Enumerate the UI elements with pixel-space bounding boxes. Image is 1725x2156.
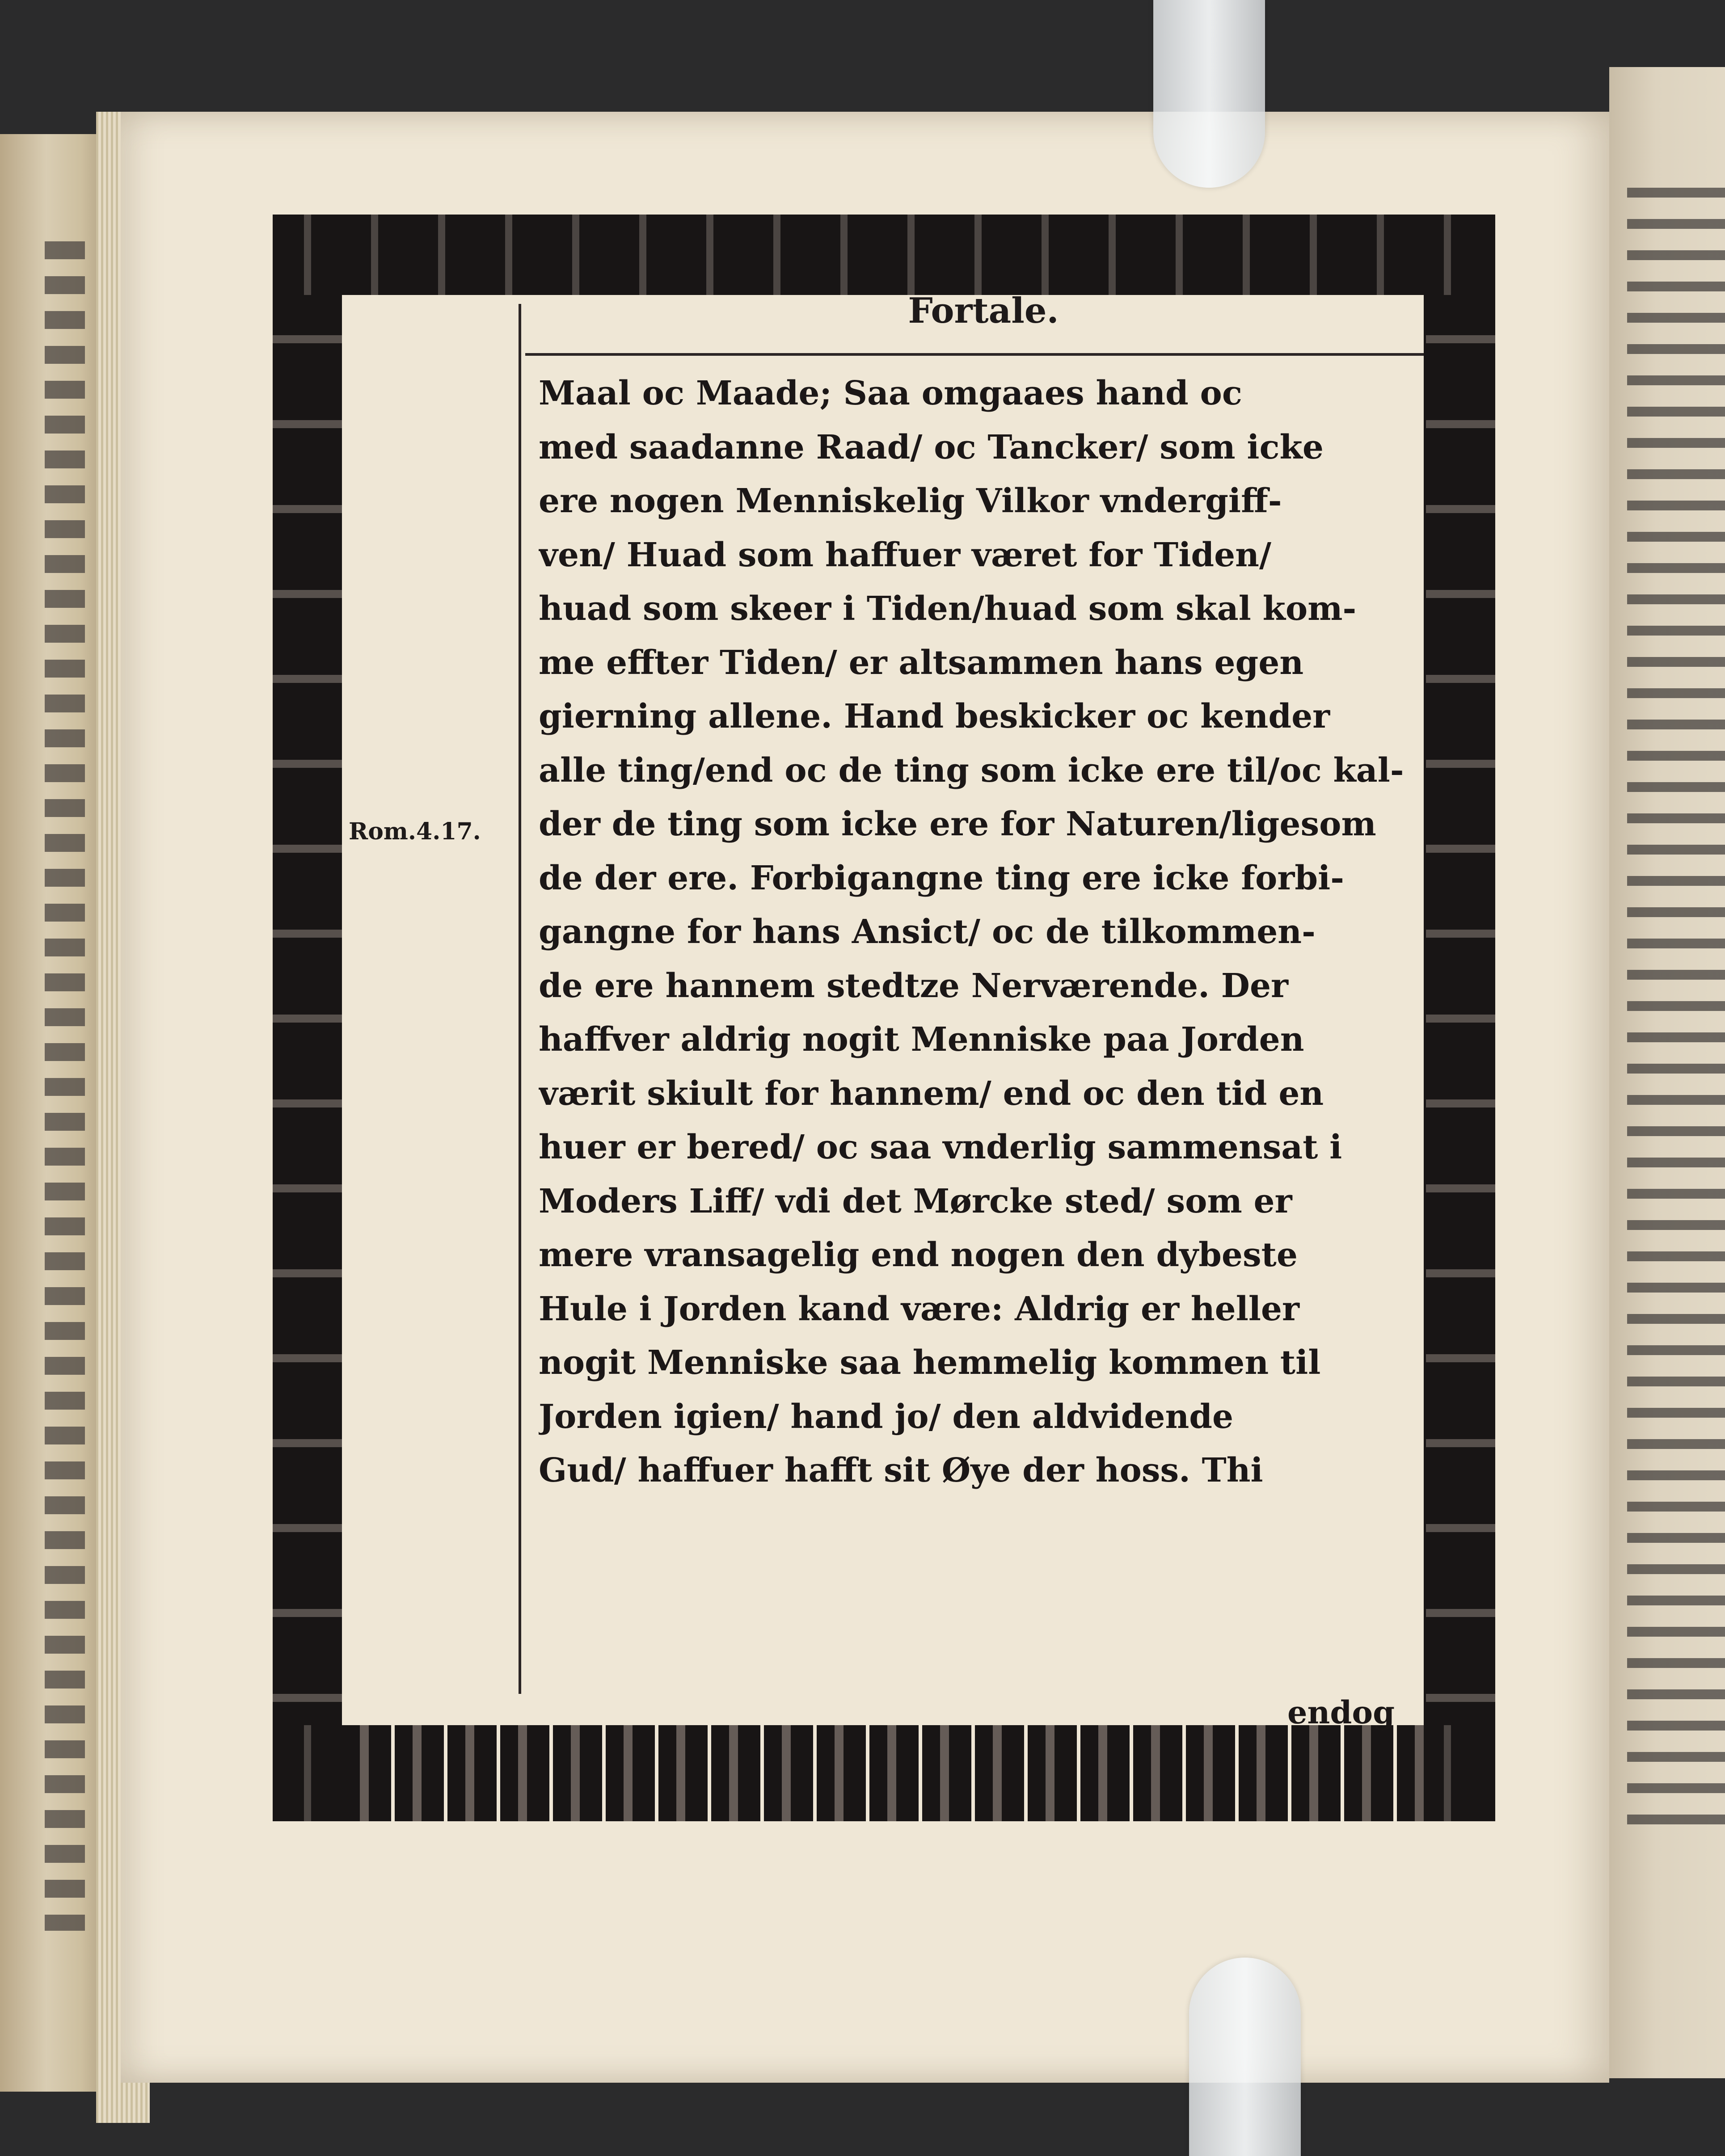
text-line: mere vransagelig end nogen den dybeste: [539, 1236, 1298, 1274]
text-line: Maal oc Maade; Saa omgaaes hand oc: [539, 374, 1242, 413]
text-line: gierning allene. Hand beskicker oc kender: [539, 697, 1330, 736]
page-clip-bottom: [1189, 1958, 1301, 2156]
text-line: haffver aldrig nogit Menniske paa Jorden: [539, 1020, 1304, 1059]
page-clip-top: [1153, 0, 1265, 188]
text-line: værit skiult for hannem/ end oc den tid en: [539, 1074, 1324, 1113]
text-line: Gud/ haffuer hafft sit Øye der hoss. Thi: [539, 1451, 1263, 1490]
border-right-band: [1426, 295, 1495, 1725]
text-line: huer er bered/ oc saa vnderlig sammensat i: [539, 1128, 1342, 1166]
border-bottom-ornament: [342, 1725, 1424, 1821]
border-left-band: [273, 295, 342, 1725]
text-line: der de ting som icke ere for Naturen/ligesom: [539, 805, 1376, 843]
head-rule: [525, 353, 1424, 356]
left-page-bleed-print: [45, 241, 85, 1931]
catchword: endog: [1287, 1694, 1395, 1731]
text-line: alle ting/end oc de ting som icke ere til/oc kal-: [539, 751, 1404, 790]
text-line: ven/ Huad som haffuer været for Tiden/: [539, 535, 1271, 574]
text-line: Moders Liff/ vdi det Mørcke sted/ som er: [539, 1182, 1292, 1221]
text-line: ere nogen Menniskelig Vilkor vndergiff-: [539, 482, 1282, 520]
text-line: Jorden igien/ hand jo/ den aldvidende: [539, 1397, 1234, 1436]
text-line: Hule i Jorden kand være: Aldrig er heller: [539, 1289, 1299, 1328]
text-line: nogit Menniske saa hemmelig kommen til: [539, 1343, 1321, 1382]
margin-note: Rom.4.17.: [349, 818, 481, 845]
text-line: me effter Tiden/ er altsammen hans egen: [539, 643, 1304, 682]
right-page-bleed-print: [1627, 188, 1725, 1832]
text-line: med saadanne Raad/ oc Tancker/ som icke: [539, 428, 1324, 467]
body-text: [539, 366, 1433, 1498]
text-line: huad som skeer i Tiden/huad som skal kom-: [539, 590, 1357, 628]
text-line: gangne for hans Ansict/ oc de tilkommen-: [539, 913, 1316, 951]
margin-rule: [519, 304, 521, 1694]
text-line: de ere hannem stedtze Nerværende. Der: [539, 966, 1289, 1005]
running-head: Fortale.: [908, 291, 1059, 331]
text-line: de der ere. Forbigangne ting ere icke forbi-: [539, 859, 1344, 897]
